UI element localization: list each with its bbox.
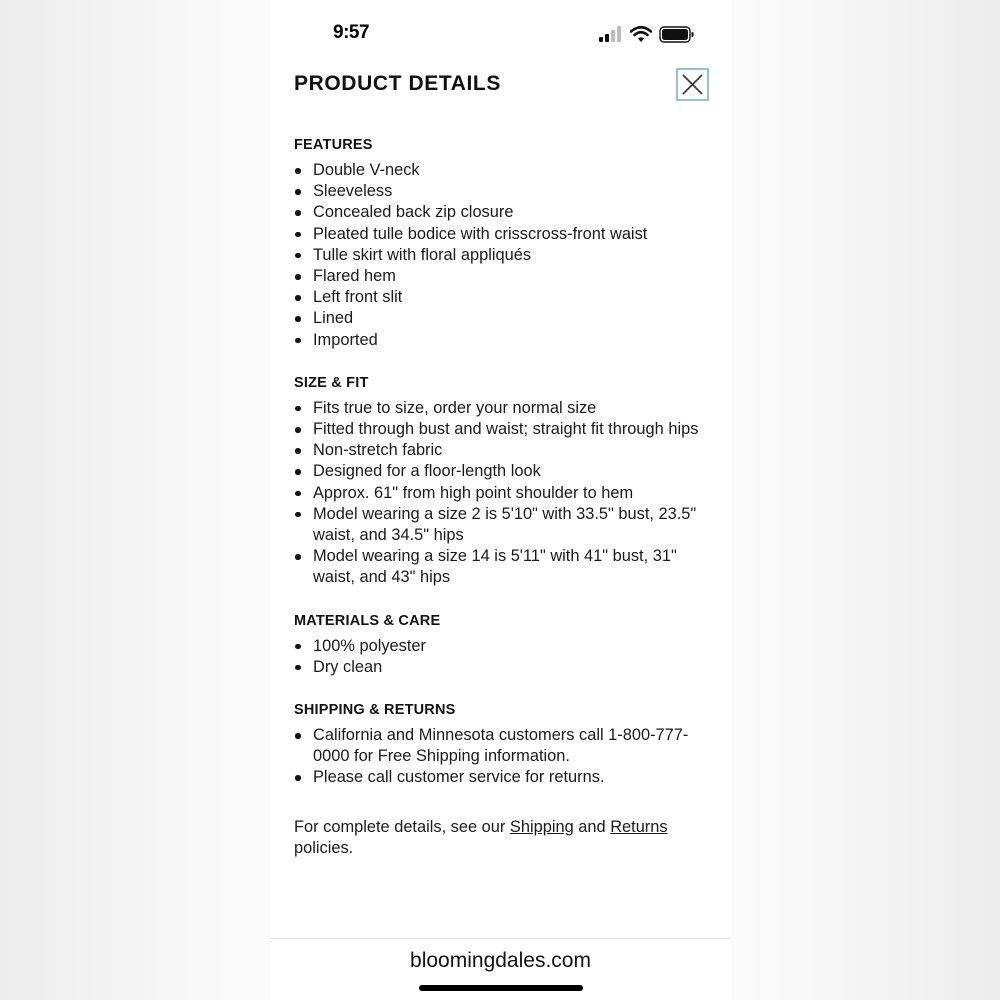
policies-note-suffix: policies. <box>294 838 354 857</box>
policies-note <box>294 817 714 859</box>
battery-icon <box>659 26 695 43</box>
phone-screen <box>270 0 731 1000</box>
section-spacer <box>294 351 714 368</box>
section-spacer <box>294 589 714 606</box>
list-item: Left front slit <box>294 287 714 308</box>
site-domain[interactable]: bloomingdales.com <box>410 949 591 972</box>
materials-care-list <box>294 636 714 678</box>
section-spacer <box>294 678 714 695</box>
shipping-returns-section <box>294 695 714 789</box>
browser-address-bar[interactable] <box>270 938 731 1000</box>
returns-link[interactable]: Returns <box>610 817 668 836</box>
features-list <box>294 160 714 351</box>
shipping-link[interactable]: Shipping <box>509 817 574 836</box>
status-time: 9:57 <box>333 22 370 43</box>
list-item: Double V-neck <box>294 160 714 181</box>
page-title: PRODUCT DETAILS <box>294 72 501 95</box>
status-icons <box>599 24 699 44</box>
section-title-features: FEATURES <box>294 137 373 153</box>
list-item: Flared hem <box>294 266 714 287</box>
materials-care-section <box>294 606 714 678</box>
shipping-returns-list <box>294 725 714 789</box>
policies-note-middle: and <box>573 817 611 836</box>
list-item: 100% polyester <box>294 636 714 657</box>
list-item: Model wearing a size 2 is 5'10" with 33.5" bust, 23.5" waist, and 34.5" hips <box>294 504 714 546</box>
section-title-materials-care: MATERIALS & CARE <box>294 612 441 629</box>
features-section <box>294 130 714 351</box>
list-item: Non-stretch fabric <box>294 440 714 461</box>
home-indicator[interactable] <box>419 985 583 991</box>
size-fit-list <box>294 398 714 589</box>
list-item: Approx. 61" from high point shoulder to hem <box>294 483 714 504</box>
list-item: Please call customer service for returns. <box>294 767 714 788</box>
list-item: Tulle skirt with floral appliqués <box>294 245 714 266</box>
wifi-icon <box>630 25 652 43</box>
policies-note-prefix: For complete details, see our <box>294 817 510 836</box>
close-icon <box>681 73 704 96</box>
section-title-shipping-returns: SHIPPING & RETURNS <box>294 702 456 719</box>
status-bar <box>270 0 731 66</box>
list-item: Concealed back zip closure <box>294 202 714 223</box>
product-details-content <box>294 130 714 859</box>
list-item: Lined <box>294 308 714 329</box>
list-item: Designed for a floor-length look <box>294 461 714 482</box>
list-item: Pleated tulle bodice with crisscross-front waist <box>294 224 714 245</box>
section-spacer <box>294 789 714 817</box>
list-item: Fits true to size, order your normal size <box>294 398 714 419</box>
close-button[interactable] <box>676 68 709 101</box>
size-fit-section <box>294 368 714 589</box>
list-item: Dry clean <box>294 657 714 678</box>
list-item: California and Minnesota customers call 1-800-777-0000 for Free Shipping information. <box>294 725 714 767</box>
signal-icon <box>599 26 623 42</box>
section-title-size-fit: SIZE & FIT <box>294 374 369 391</box>
list-item: Sleeveless <box>294 181 714 202</box>
list-item: Imported <box>294 330 714 351</box>
list-item: Model wearing a size 14 is 5'11" with 41" bust, 31" waist, and 43" hips <box>294 546 714 588</box>
list-item: Fitted through bust and waist; straight fit through hips <box>294 419 714 440</box>
